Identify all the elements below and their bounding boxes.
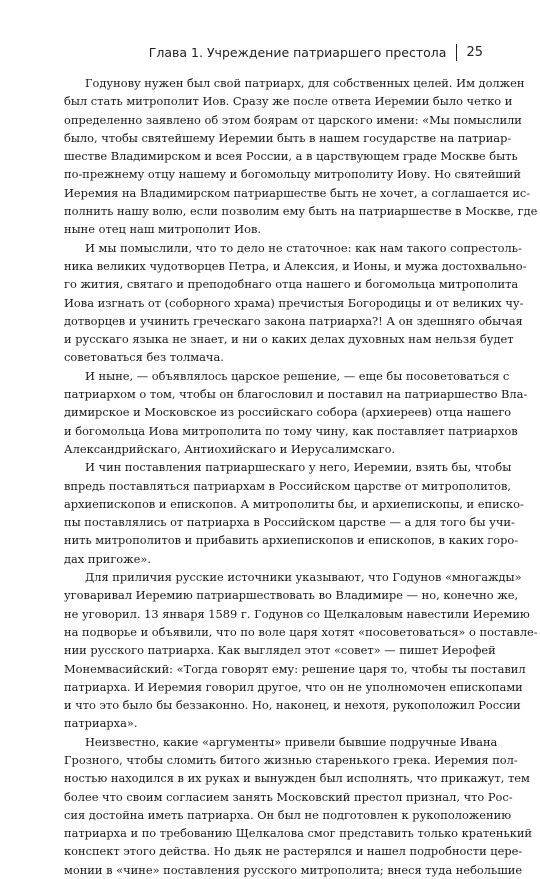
text-line: пы поставлялись от патриарха в Российском царстве — а для того бы учи-: [64, 515, 515, 530]
text-line: дах пригоже».: [64, 551, 151, 566]
text-line: ныне отец наш митрополит Иов.: [64, 222, 261, 237]
text-line: монии в «чине» поставления русского митрополита; внеся туда небольшие: [64, 862, 523, 877]
text-line: Годунову нужен был свой патриарх, для собственных целей. Им должен: [85, 76, 525, 90]
text-line: конспект этого действа. Но дьяк не растерялся и нашел подробности цере-: [64, 844, 523, 859]
text-line: И ныне, — объявлялось царское решение, — еще бы посоветоваться с: [85, 368, 510, 383]
text-line: Иеремия на Владимирском патриаршестве быть не хочет, а соглашается ис-: [64, 185, 531, 200]
text-line: сия достойна иметь патриарха. Он был не подготовлен к рукоположению: [64, 807, 512, 822]
text-line: полнить нашу волю, если позволим ему быть на патриаршестве в Москве, где: [64, 204, 538, 219]
text-line: на подворье и объявили, что по воле царя хотят «посоветоваться» о поставле-: [64, 624, 538, 639]
text-line: было, чтобы святейшему Иеремии быть в нашем государстве на патриар-: [64, 130, 512, 145]
text-line: И мы помыслили, что то дело не статочное: как нам такого сопрестоль-: [85, 240, 522, 255]
text-line: патриархом о том, чтобы он благословил и поставил на патриаршество Вла-: [64, 387, 528, 402]
text-line: ностью находился в их руках и вынужден был исполнять, что прикажут, тем: [64, 771, 530, 786]
page-number: 25: [466, 45, 483, 60]
text-line: и что это было бы беззаконно. Но, наконец, и нехотя, рукоположил России: [64, 698, 521, 713]
text-line: шестве Владимирском и всея России, а в царствующем граде Москве быть: [64, 149, 518, 164]
text-line: определенно заявлено об этом боярам от царского имени: «Мы помыслили: [64, 112, 522, 127]
paragraph: [64, 568, 538, 733]
text-line: И чин поставления патриаршескаго у него, Иеремии, взять бы, чтобы: [85, 460, 512, 475]
text-line: патриарха. И Иеремия говорил другое, что он не уполномочен епископами: [64, 679, 523, 694]
text-line: более что своим согласием занять Московский престол признал, что Рос-: [64, 789, 513, 804]
text-line: Александрийскаго, Антиохийскаго и Иерусалимскаго.: [64, 441, 396, 456]
text-line: уговаривал Иеремию патриаршествовать во Владимире — но, конечно же,: [64, 588, 519, 603]
text-line: Иова изгнать от (соборного храма) пречистыя Богородицы и от великих чу-: [64, 295, 524, 310]
text-line: патриарха и по требованию Щелкалова смог представить только кратенький: [64, 826, 533, 841]
text-line: не уговорил. 13 января 1589 г. Годунов со Щелкаловым навестили Иеремию: [64, 606, 530, 621]
text-line: го жития, святаго и преподобнаго отца нашего и богомольца митрополита: [64, 277, 519, 292]
paragraph: [64, 74, 538, 239]
running-header: [149, 44, 483, 61]
text-line: впредь поставляться патриархам в Российском царстве от митрополитов,: [64, 478, 512, 493]
text-line: и русскаго языка не знает, и ни о каких делах духовных нам нельзя будет: [64, 332, 514, 347]
text-line: по-прежнему отцу нашему и богомольцу митрополиту Иову. Но святейший: [64, 167, 521, 182]
text-line: нить митрополитов и прибавить архиепископов и епископов, в каких горо-: [64, 533, 519, 548]
text-line: Грозного, чтобы сломить битого жизнью старенького грека. Иеремия пол-: [64, 752, 518, 767]
text-line: ника великих чудотворцев Петра, и Алексия, и Ионы, и мужа достохвально-: [64, 258, 527, 273]
chapter-title: Глава 1. Учреждение патриаршего престола: [148, 45, 447, 60]
paragraph: [64, 239, 527, 367]
paragraph: [64, 458, 524, 568]
header-divider: [456, 44, 457, 61]
text-line: архиепископов и епископов. А митрополиты бы, и архиепископы, и еписко-: [64, 496, 524, 511]
text-line: Для приличия русские источники указывают, что Годунов «многажды»: [85, 570, 522, 585]
text-line: был стать митрополит Иов. Сразу же после ответа Иеремии было четко и: [64, 94, 513, 109]
text-line: Монемвасийский: «Тогда говорят ему: решение царя то, чтобы ты поставил: [64, 661, 526, 676]
text-line: Неизвестно, какие «аргументы» привели бывшие подручные Ивана: [85, 734, 498, 749]
text-line: димирское и Московское из российскаго собора (архиереев) отца нашего: [64, 405, 512, 420]
paragraph: [64, 367, 528, 458]
text-line: и богомольца Иова митрополита по тому чину, как поставляет патриархов: [64, 423, 518, 438]
text-line: дотворцев и учинить греческаго закона патриарха?! А он здешняго обычая: [64, 313, 523, 328]
text-line: советоваться без толмача.: [64, 350, 224, 365]
text-line: патриарха».: [64, 716, 138, 731]
text-line: нии русского патриарха. Как выглядел этот «совет» — пишет Иерофей: [64, 643, 496, 658]
paragraph: [64, 733, 533, 879]
body-text: [64, 74, 538, 879]
